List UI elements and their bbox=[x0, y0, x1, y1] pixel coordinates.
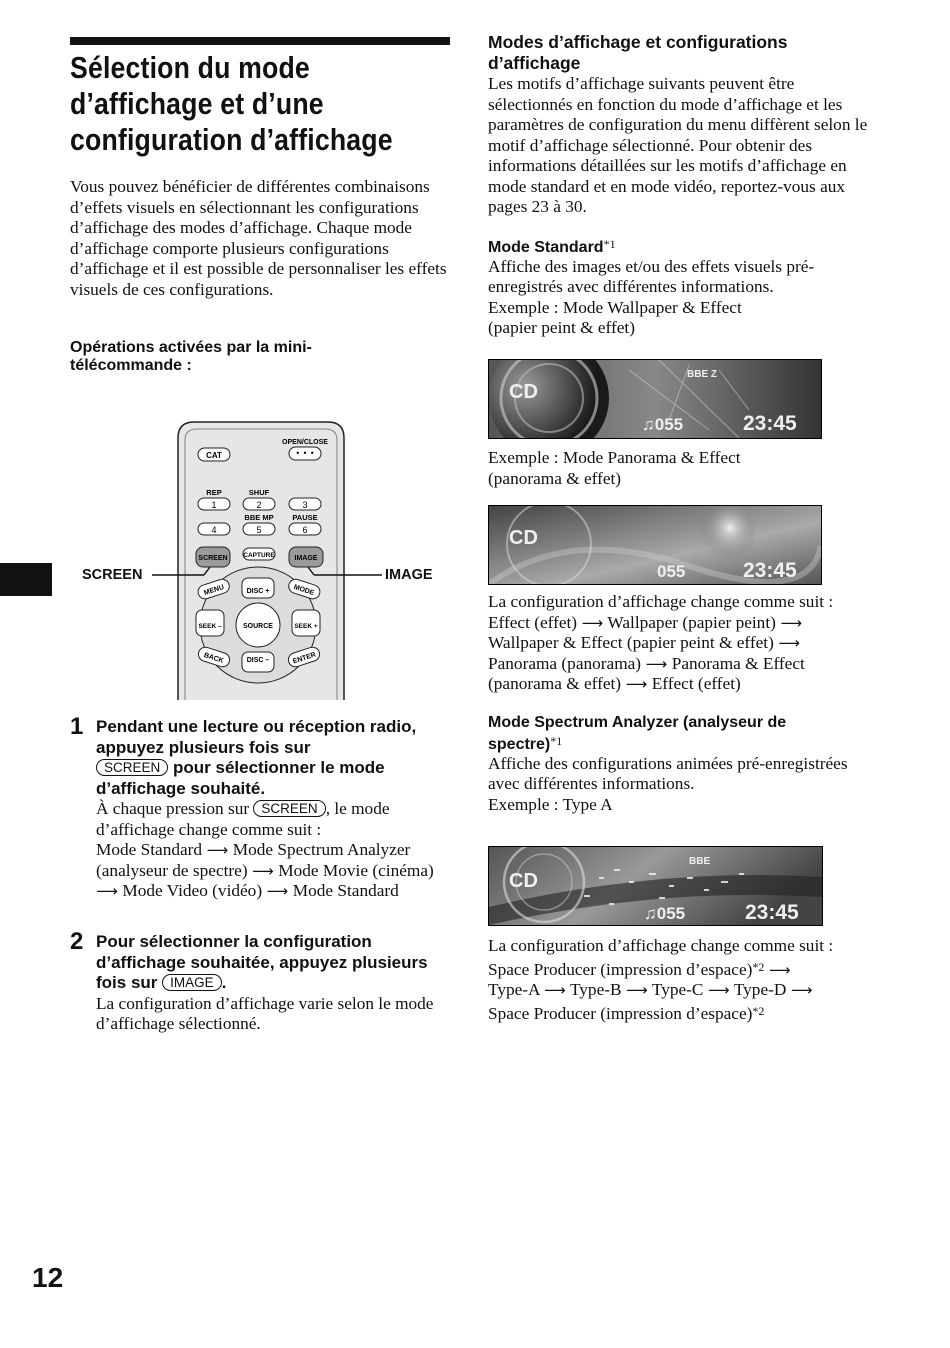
spectrum-heading bbox=[488, 714, 838, 754]
modes-intro: Les motifs d’affichage suivants peuvent être sélectionnés en fonction du mode d’affichage et les paramètres de configuration du menu diffèrent selon le motif d’affichage sélectionné. Pour obtenir des informations détaillées sur les motifs d’affichage en mode standard et en mode vidéo, reportez-vous aux pages 23 à 30. bbox=[488, 74, 868, 216]
remote-drawing bbox=[82, 410, 452, 700]
step-1-number: 1 bbox=[70, 713, 84, 740]
arrow-right-icon: ⟶ bbox=[581, 613, 604, 632]
step-1-body-b: , le mode d’affichage change comme suit : bbox=[96, 799, 390, 839]
arrow-right-icon: ⟶ bbox=[645, 654, 668, 673]
disc-minus-button: DISC – bbox=[246, 657, 270, 664]
button-5: 5 bbox=[256, 525, 262, 535]
step-1-seq-item: Mode Movie (cinéma) bbox=[278, 860, 434, 880]
standard-seq-item: Panorama & Effect (panorama & effet) bbox=[488, 653, 805, 693]
step-2 bbox=[96, 932, 452, 1035]
lcd-3-time: 23:45 bbox=[745, 901, 799, 924]
standard-seq-item: Wallpaper (papier peint) bbox=[607, 612, 776, 632]
menu-button: MENU bbox=[203, 583, 226, 597]
screen-key-inline: SCREEN bbox=[253, 800, 325, 817]
footnote-mark: *2 bbox=[752, 1003, 765, 1018]
arrow-right-icon: ⟶ bbox=[206, 841, 229, 859]
step-2-heading-b: . bbox=[221, 973, 227, 992]
panorama-example bbox=[488, 448, 878, 489]
standard-sequence bbox=[488, 592, 878, 815]
shuf-label: SHUF bbox=[248, 488, 270, 497]
back-button: BACK bbox=[202, 651, 225, 665]
arrow-right-icon: ⟶ bbox=[252, 861, 274, 880]
arrow-right-icon: ⟶ bbox=[625, 675, 648, 693]
step-2-number: 2 bbox=[70, 928, 84, 955]
remote-illustration bbox=[82, 410, 452, 700]
footnote-mark: *2 bbox=[752, 959, 765, 974]
mode-button: MODE bbox=[292, 583, 315, 598]
lcd-3-cd: CD bbox=[509, 870, 538, 892]
button-3: 3 bbox=[302, 500, 308, 510]
title-rule bbox=[70, 37, 450, 45]
lcd-spectrum-type-a bbox=[488, 846, 823, 926]
step-1 bbox=[96, 717, 452, 902]
standard-example-1-b: (papier peint & effet) bbox=[488, 318, 635, 337]
image-key: IMAGE bbox=[162, 974, 222, 991]
standard-example-1-a: Exemple : Mode Wallpaper & Effect bbox=[488, 297, 742, 317]
arrow-right-icon: ⟶ bbox=[626, 981, 648, 999]
arrow-right-icon: ⟶ bbox=[778, 634, 800, 652]
cat-button: CAT bbox=[206, 451, 222, 460]
lcd-2-graphic bbox=[489, 506, 821, 584]
standard-seq-item: Wallpaper & Effect (papier peint & effet) bbox=[488, 633, 774, 652]
standard-seq-item: Panorama (panorama) bbox=[488, 653, 642, 673]
lcd-3-track: ♫055 bbox=[644, 904, 686, 923]
spectrum-seq-item: Space Producer (impression d’espace) bbox=[488, 1003, 753, 1023]
spectrum-seq-item: Type-A bbox=[488, 980, 540, 999]
spectrum-change-intro: La configuration d’affichage change comme suit : bbox=[488, 936, 834, 955]
standard-footnote-mark: *1 bbox=[603, 236, 616, 251]
standard-desc: Affiche des images et/ou des effets visuels pré-enregistrés avec différentes informations. bbox=[488, 256, 815, 296]
lcd-1-graphic bbox=[489, 360, 821, 438]
standard-seq-item: Effect (effet) bbox=[488, 612, 578, 632]
standard-seq-item: Effect (effet) bbox=[651, 674, 741, 693]
standard-change-intro: La configuration d’affichage change comme suit : bbox=[488, 592, 834, 611]
section-tab bbox=[0, 563, 52, 596]
open-close-dots-icon: • • • bbox=[295, 449, 315, 458]
arrow-right-icon: ⟶ bbox=[96, 882, 118, 900]
arrow-right-icon: ⟶ bbox=[266, 882, 289, 900]
lcd-1-status: BBE Z bbox=[687, 369, 717, 380]
enter-button: ENTER bbox=[292, 651, 317, 666]
open-close-label: OPEN/CLOSE bbox=[282, 439, 328, 446]
capture-button: CAPTURE bbox=[243, 552, 275, 559]
screen-callout: SCREEN bbox=[82, 567, 143, 583]
step-1-seq-item: Mode Spectrum Analyzer (analyseur de spectre) bbox=[96, 840, 411, 880]
arrow-right-icon: ⟶ bbox=[708, 981, 730, 999]
step-1-heading-b: pour sélectionner le mode d’affichage souhaité. bbox=[96, 758, 385, 798]
spectrum-sequence-text bbox=[488, 957, 878, 1025]
spectrum-seq-item: Space Producer (impression d’espace) bbox=[488, 959, 753, 979]
source-button: SOURCE bbox=[243, 623, 273, 630]
standard-example-2-a: Exemple : Mode Panorama & Effect bbox=[488, 448, 741, 467]
lcd-3-graphic bbox=[489, 847, 822, 925]
screen-key: SCREEN bbox=[96, 759, 168, 776]
spectrum-desc: Affiche des configurations animées pré-enregistrées avec différentes informations. bbox=[488, 753, 848, 793]
step-1-seq-item: Mode Standard bbox=[96, 840, 203, 859]
step-1-heading bbox=[96, 717, 452, 799]
arrow-right-icon: ⟶ bbox=[780, 613, 802, 632]
right-column bbox=[488, 32, 878, 339]
bbe-mp-label: BBE MP bbox=[244, 513, 274, 522]
lcd-2-cd: CD bbox=[509, 527, 538, 549]
page-number: 12 bbox=[32, 1262, 64, 1293]
arrow-right-icon: ⟶ bbox=[768, 960, 791, 979]
image-button: IMAGE bbox=[294, 555, 318, 562]
lcd-2-time: 23:45 bbox=[743, 559, 797, 582]
step-1-heading-a: Pendant une lecture ou réception radio, appuyez plusieurs fois sur bbox=[96, 717, 417, 757]
seek-plus-button: SEEK + bbox=[294, 623, 318, 630]
standard-sequence-text bbox=[488, 613, 878, 695]
spectrum-seq-item: Type-D bbox=[733, 980, 787, 999]
spectrum-footnote-mark: *1 bbox=[550, 733, 563, 748]
arrow-right-icon: ⟶ bbox=[544, 981, 566, 999]
lcd-wallpaper-effect bbox=[488, 359, 822, 439]
arrow-right-icon: ⟶ bbox=[790, 981, 813, 999]
step-2-body: La configuration d’affichage varie selon le mode d’affichage sélectionné. bbox=[96, 993, 434, 1033]
button-4: 4 bbox=[211, 525, 217, 535]
screen-button: SCREEN bbox=[198, 555, 228, 562]
standard-heading-text: Mode Standard bbox=[488, 238, 604, 256]
modes-heading: Modes d’affichage et configurations d’affichage bbox=[488, 32, 788, 73]
pause-label: PAUSE bbox=[292, 513, 318, 522]
spectrum-seq-item: Type-C bbox=[651, 980, 704, 999]
lcd-1-cd: CD bbox=[509, 381, 538, 403]
rep-label: REP bbox=[206, 488, 222, 497]
operations-heading: Opérations activées par la mini-télécommande : bbox=[70, 339, 312, 374]
button-1: 1 bbox=[211, 500, 217, 510]
spectrum-seq-item: Type-B bbox=[569, 980, 622, 999]
standard-example-1 bbox=[488, 298, 878, 339]
page-title: Sélection du mode d’affichage et d’une configuration d’affichage bbox=[70, 50, 393, 157]
seek-minus-button: SEEK – bbox=[198, 623, 222, 630]
standard-heading bbox=[488, 235, 878, 257]
button-2: 2 bbox=[256, 500, 262, 510]
button-6: 6 bbox=[302, 525, 308, 535]
intro-paragraph: Vous pouvez bénéficier de différentes combinaisons d’effets visuels en sélectionnant les configurations d’affichage des modes d’affichage. Chaque mode d’affichage comporte plusieurs configurations d’affichage et il est possible de personnaliser les effets visuels de ces configurations. bbox=[70, 177, 447, 299]
standard-example-2 bbox=[488, 448, 878, 489]
lcd-3-status: BBE bbox=[689, 856, 711, 867]
spectrum-heading-text: Mode Spectrum Analyzer (analyseur de spectre) bbox=[488, 713, 787, 753]
step-2-heading bbox=[96, 932, 452, 994]
disc-plus-button: DISC + bbox=[246, 588, 270, 595]
lcd-2-track: 055 bbox=[657, 562, 686, 581]
spectrum-example: Exemple : Type A bbox=[488, 794, 613, 814]
step-1-seq-item: Mode Standard bbox=[292, 881, 399, 900]
image-callout: IMAGE bbox=[385, 567, 433, 583]
standard-example-2-b: (panorama & effet) bbox=[488, 468, 622, 488]
step-1-seq-item: Mode Video (vidéo) bbox=[122, 881, 263, 900]
lcd-panorama-effect bbox=[488, 505, 822, 585]
spectrum-sequence bbox=[488, 936, 878, 1024]
step-1-body-a: À chaque pression sur bbox=[96, 799, 250, 818]
step-2-heading-a: Pour sélectionner la configuration d’affichage souhaitée, appuyez plusieurs fois sur bbox=[96, 932, 428, 992]
step-1-body bbox=[96, 799, 452, 902]
lcd-1-time: 23:45 bbox=[743, 412, 797, 435]
lcd-1-track: ♫055 bbox=[642, 415, 684, 434]
